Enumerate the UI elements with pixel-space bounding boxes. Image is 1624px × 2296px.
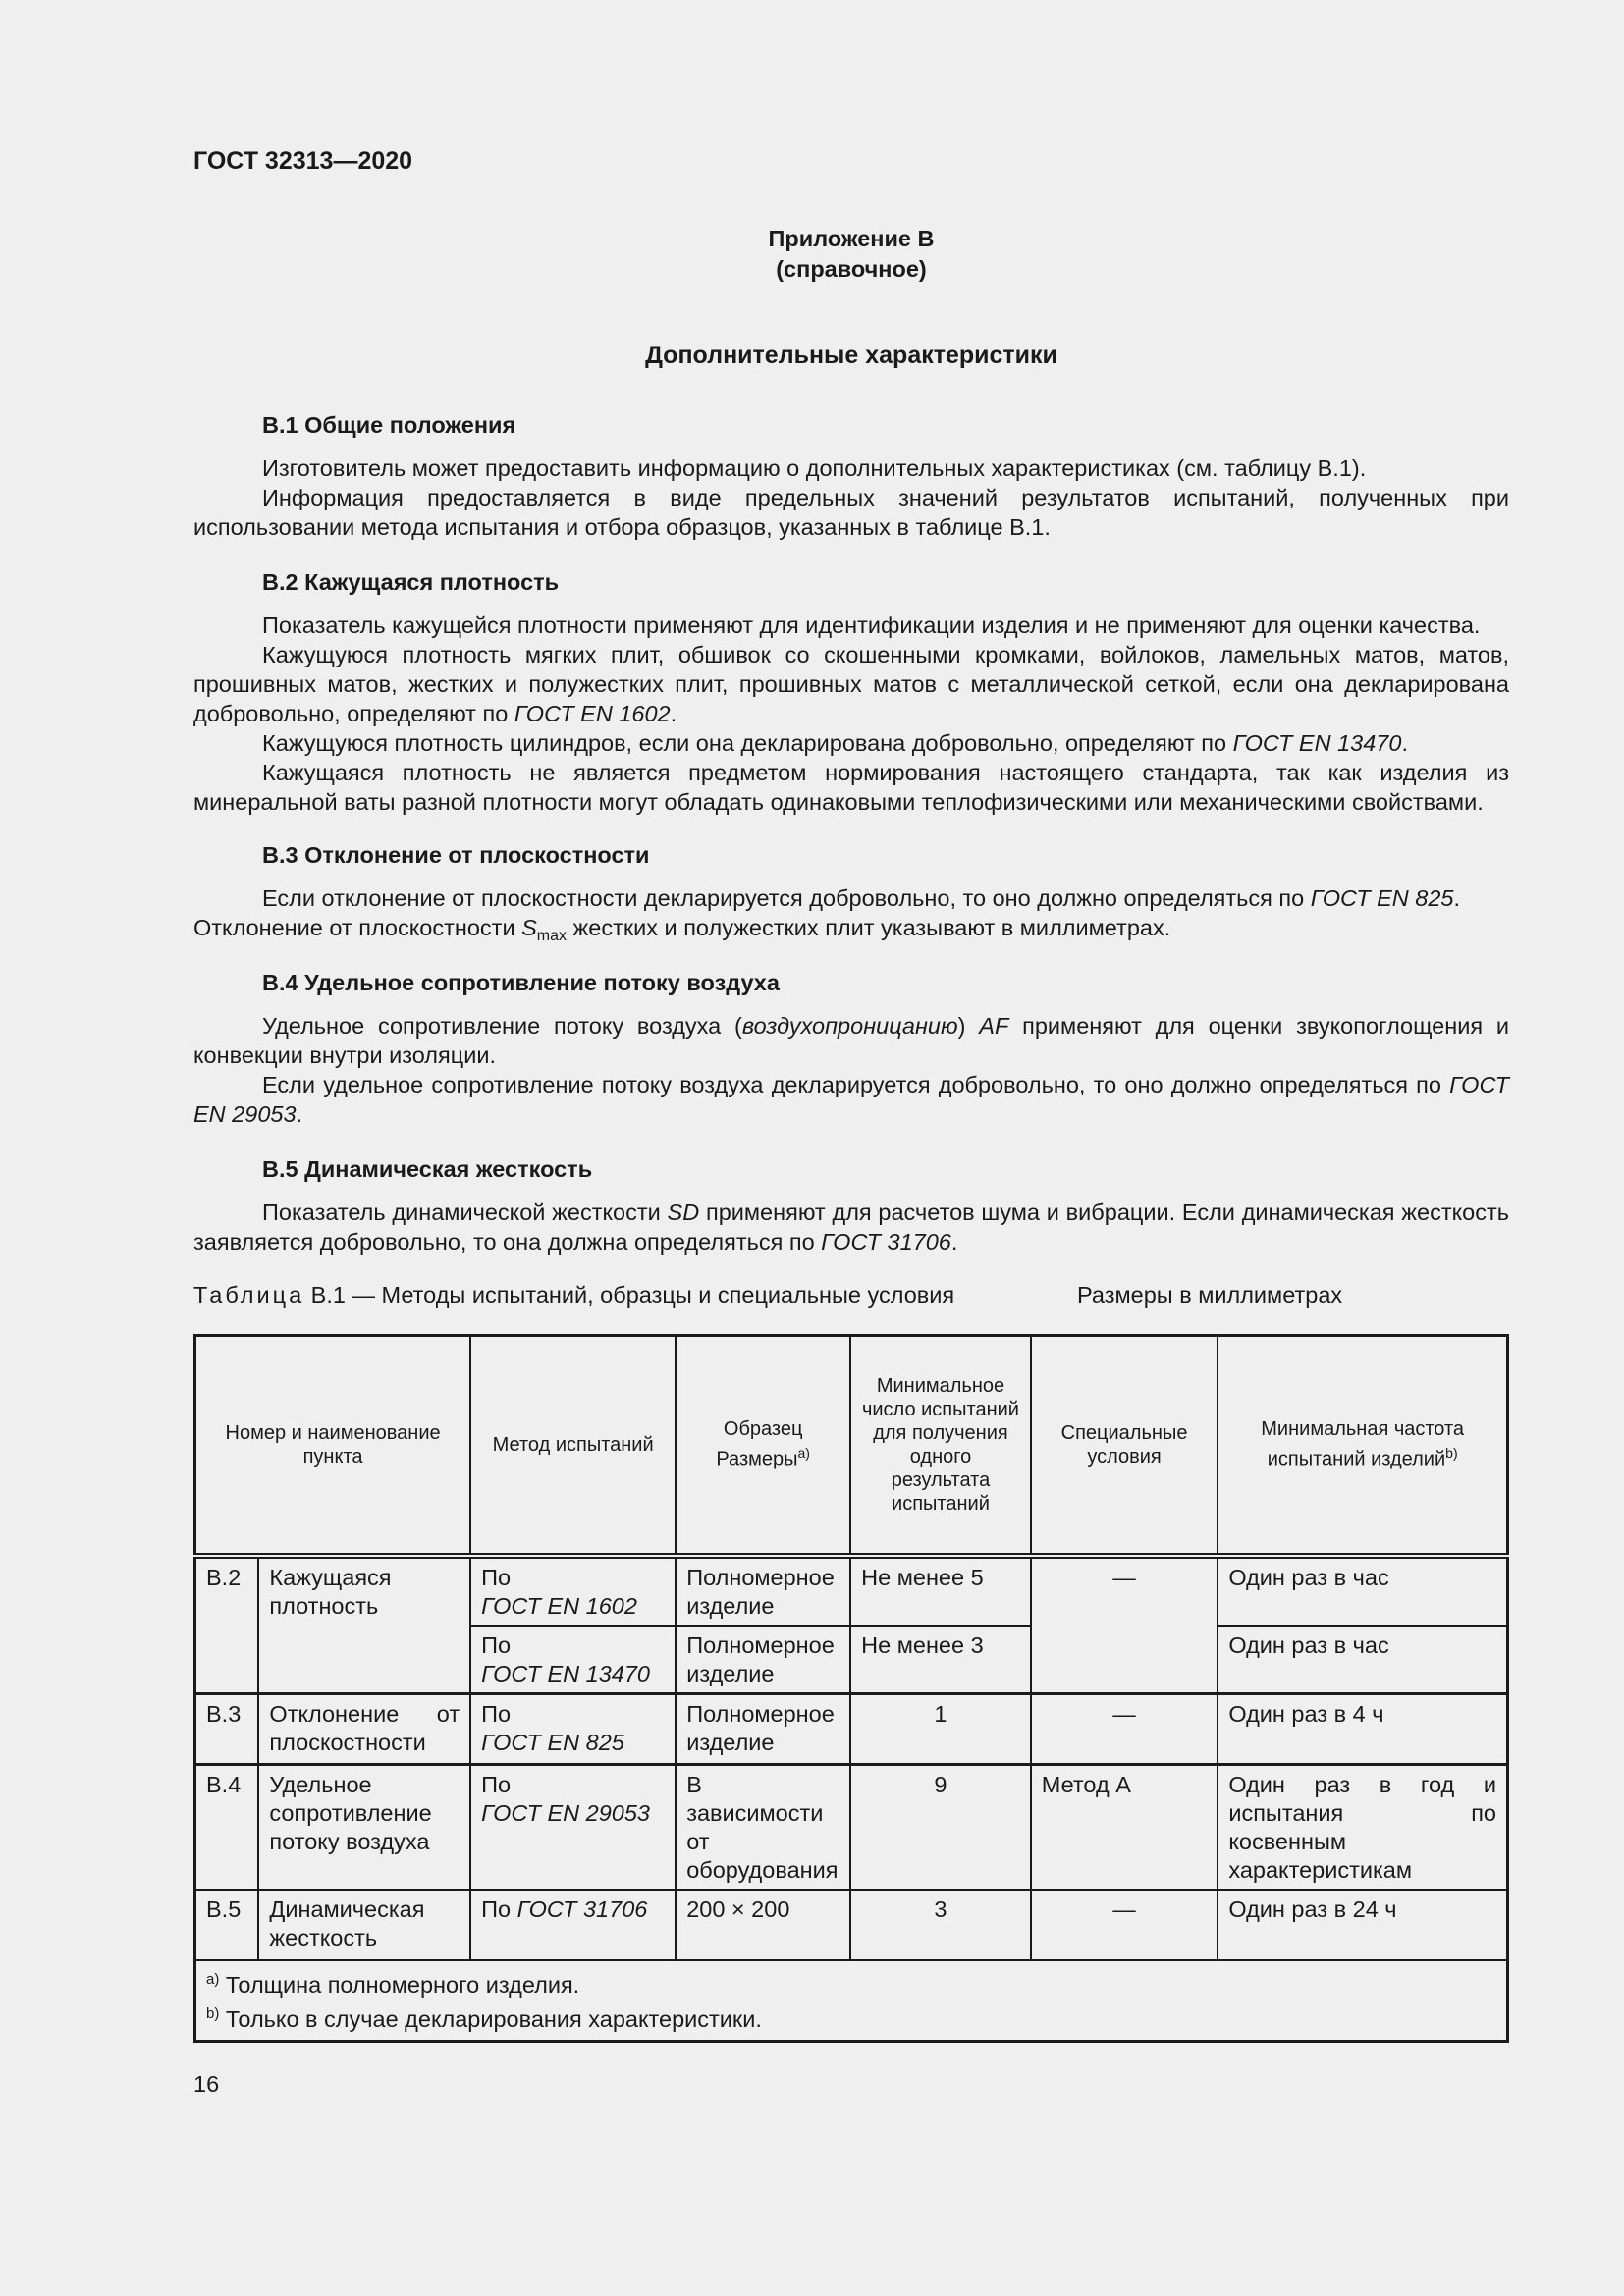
heading-b2: В.2 Кажущаяся плотность (262, 569, 560, 595)
section-b2-body (193, 611, 1509, 817)
paragraph: Кажущаяся плотность не является предметом нормирования настоящего стандарта, так как изделия из минеральной ваты разной плотности могут обладать одинаковыми теплофизическими или механическими свойствами. (193, 760, 1509, 815)
cell-num: В.2 (195, 1556, 259, 1694)
cell-num: В.5 (195, 1890, 259, 1960)
cell-sample: Полномерное изделие (676, 1556, 850, 1626)
cell-min: Не менее 5 (850, 1556, 1031, 1626)
table-footnotes-row (195, 1960, 1508, 2041)
standard-reference: ГОСТ EN 13470 (1232, 730, 1402, 756)
cell-method: По ГОСТ 31706 (470, 1890, 676, 1960)
paragraph: Отклонение от плоскостности $S_{max}$ жестких и полужестких плит указывают в миллиметрах. (193, 915, 1171, 944)
paragraph: Если удельное сопротивление потоку воздуха декларируется добровольно, то оно должно определяться по ГОСТ EN 29053. (193, 1072, 1509, 1127)
cell-method: По ГОСТ EN 13470 (470, 1626, 676, 1694)
col-header-method: Метод испытаний (470, 1336, 676, 1556)
paragraph: Показатель кажущейся плотности применяют для идентификации изделия и не применяют для оценки качества. (262, 613, 1481, 638)
section-b5-body (193, 1198, 1509, 1256)
col-header-sample: Образец Размеры$^{a)}$ (676, 1336, 850, 1556)
appendix-title: Приложение В (768, 226, 935, 251)
standard-reference: ГОСТ EN 1602 (514, 701, 671, 726)
cell-sample: Полномерное изделие (676, 1694, 850, 1765)
table-size-note: Размеры в миллиметрах (1077, 1282, 1343, 1308)
cell-frequency: Один раз в 24 ч (1218, 1890, 1507, 1960)
col-header-frequency: Минимальная частота испытаний изделий$^{b)}$ (1218, 1336, 1507, 1556)
cell-min: 1 (850, 1694, 1031, 1765)
table-row (195, 1556, 1508, 1626)
heading-b1: В.1 Общие положения (262, 412, 516, 438)
paragraph: Удельное сопротивление потоку воздуха (воздухопроницанию) AF применяют для оценки звукопоглощения и конвекции внутри изоляции. (193, 1013, 1510, 1068)
table-row (195, 1765, 1508, 1891)
cell-min: Не менее 3 (850, 1626, 1031, 1694)
standard-reference: ГОСТ EN 29053 (193, 1072, 1509, 1127)
cell-method: По ГОСТ EN 1602 (470, 1556, 676, 1626)
cell-special: — (1031, 1694, 1218, 1765)
appendix-subtitle: (справочное) (776, 256, 927, 282)
methods-table (193, 1334, 1509, 2043)
cell-special: — (1031, 1890, 1218, 1960)
cell-sample: 200 × 200 (676, 1890, 850, 1960)
paragraph: Изготовитель может предоставить информацию о дополнительных характеристиках (см. таблицу В.1). (262, 455, 1367, 481)
cell-name: Удельное сопротивление потоку воздуха (258, 1765, 470, 1891)
cell-frequency: Один раз в год и испытания по косвенным характеристикам (1218, 1765, 1507, 1891)
cell-method: По ГОСТ EN 29053 (470, 1765, 676, 1891)
cell-sample: В зависимости от оборудования (676, 1765, 850, 1891)
standard-reference: ГОСТ 31706 (821, 1229, 951, 1255)
cell-special: Метод А (1031, 1765, 1218, 1891)
heading-b3: В.3 Отклонение от плоскостности (262, 842, 650, 868)
heading-b4: В.4 Удельное сопротивление потоку воздуха (262, 970, 780, 995)
cell-frequency: Один раз в час (1218, 1556, 1507, 1626)
cell-name: Отклонение от плоскостности (258, 1694, 470, 1765)
heading-b5: В.5 Динамическая жесткость (262, 1156, 593, 1182)
cell-frequency: Один раз в час (1218, 1626, 1507, 1694)
section-b4-body (193, 1011, 1509, 1129)
cell-num: В.3 (195, 1694, 259, 1765)
cell-frequency: Один раз в 4 ч (1218, 1694, 1507, 1765)
section-b1-body (193, 454, 1509, 542)
cell-method: По ГОСТ EN 825 (470, 1694, 676, 1765)
cell-sample: Полномерное изделие (676, 1626, 850, 1694)
paragraph: Информация предоставляется в виде предельных значений результатов испытаний, полученных при использовании метода испытания и отбора образцов, указанных в таблице В.1. (193, 485, 1509, 540)
section-b3-body (193, 883, 1509, 951)
section-title: Дополнительные характеристики (645, 342, 1057, 369)
paragraph: Кажущуюся плотность мягких плит, обшивок со скошенными кромками, войлоков, ламельных матов, матов, прошивных матов, жестких и полужестких плит, прошивных матов с металлической сеткой, если она декларирована добровольно, определяют по ГОСТ EN 1602. (193, 642, 1509, 726)
document-header: ГОСТ 32313—2020 (193, 147, 413, 175)
table-header-row (195, 1336, 1508, 1556)
footnote-b: $^{b)}$ Только в случае декларирования характеристики. (206, 2004, 762, 2032)
paragraph: Кажущуюся плотность цилиндров, если она декларирована добровольно, определяют по ГОСТ EN 13470. (262, 730, 1408, 756)
paragraph: Если отклонение от плоскостности декларируется добровольно, то оно должно определяться по ГОСТ EN 825. (262, 885, 1460, 911)
page-number: 16 (193, 2071, 220, 2097)
table-caption: Таблица В.1 — Методы испытаний, образцы и специальные условия (193, 1282, 955, 1308)
col-header-min-tests: Минимальное число испытаний для получения одного результата испытаний (850, 1336, 1031, 1556)
cell-name: Кажущаяся плотность (258, 1556, 470, 1694)
cell-special: — (1031, 1556, 1218, 1694)
table-row (195, 1890, 1508, 1960)
col-header-special: Специальные условия (1031, 1336, 1218, 1556)
col-header-item: Номер и наименование пункта (195, 1336, 471, 1556)
cell-min: 9 (850, 1765, 1031, 1891)
footnote-a: $^{a)}$ Толщина полномерного изделия. (206, 1971, 580, 1998)
table-row (195, 1694, 1508, 1765)
cell-num: В.4 (195, 1765, 259, 1891)
paragraph: Показатель динамической жесткости SD применяют для расчетов шума и вибрации. Если динамическая жесткость заявляется добровольно, то она должна определяться по ГОСТ 31706. (193, 1200, 1509, 1255)
standard-reference: ГОСТ EN 825 (1310, 885, 1454, 911)
table-footnotes (195, 1960, 1508, 2041)
cell-min: 3 (850, 1890, 1031, 1960)
cell-name: Динамическая жесткость (258, 1890, 470, 1960)
